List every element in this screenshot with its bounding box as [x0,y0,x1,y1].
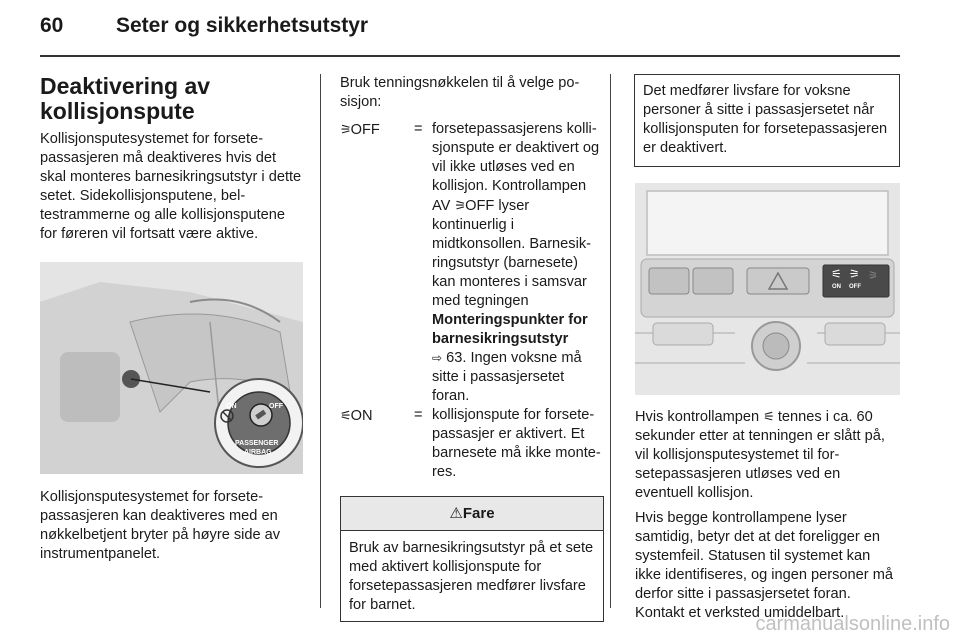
system-fault-paragraph: Hvis begge kontrollampene lyser samtidig, betyr det at det foreligger en systemfeil. Statusen til systemet kan ikke identifiseres, og ingen personer må derfor sitte i passasjersetet foran. Kontakt et verksted umiddelbart. [635,510,893,621]
center-console-illustration [635,183,900,395]
danger-box [340,496,604,622]
section-heading: Deaktivering av kollisjonspute [40,73,211,124]
column-3 [621,74,900,629]
console-label-on: ON [832,284,841,290]
warning-triangle-icon: ⚠ [449,505,463,522]
page-reference-arrow-icon: ⇨ [432,351,443,365]
warning-light-paragraph: Hvis kontrollampen ⚟ tennes i ca. 60 sekunder etter at tenningen er slått på, vil kollisjonsputesystemet til forsetepassasjeren utløses ved en eventuell kollisjon. [635,409,885,501]
console-label-off: OFF [849,284,861,290]
column-divider [610,74,611,608]
switch-label-off: OFF [269,403,283,410]
danger-header: ⚠Fare [341,497,603,531]
figure-caption: Kollisjonsputesystemet for forsetepassasjeren kan deaktiveres med en nøkkelbetjent bryter på høyre side av instrumentpanelet. [40,489,281,562]
airbag-switch-illustration [40,262,303,474]
watermark: carmanualsonline.info [755,613,950,635]
airbag-off-icon: ⚞ [340,122,351,137]
airbag-off-icon: ⚞ [454,198,466,213]
cross-reference-title: Monteringspunkter for barnesikringsutstyr [432,312,588,347]
airbag-on-icon: ⚟ [340,408,351,423]
header-divider [40,55,900,57]
intro-paragraph: Kollisjonsputesystemet for forsetepassasjeren må deaktiveres hvis det skal monteres barnesikringsutstyr i dette setet. Sidekollisjonsputene, beltestrammerne og alle kollisjonsputene for føreren vil fortsatt være aktive. [40,131,302,242]
definition-row-on: ⚟ON = kollisjonspute for forsetepassasjer er aktivert. Et barnesete må ikke monteres. [340,407,601,480]
chapter-title: Seter og sikkerhetsutstyr [116,14,369,37]
switch-label-on: ON [226,403,237,410]
definition-term: ⚞OFF [340,122,380,138]
position-intro: Bruk tenningsnøkkelen til å velge posisjon: [340,75,580,110]
column-divider [320,74,321,608]
definition-row-off: ⚞OFF = forsetepassasjerens kollisjonspute er deaktivert og vil ikke utløses ved en kollisjon. Kontrollampen AV ⚞OFF lyser kontinuerlig i midtkonsollen. Barnesikringsutstyr (barnesete) kan monteres i samsvar med tegningen Monteringspunkter for barnesikringsutstyr ⇨ 63. Ingen voksne må sitte i passasjersetet foran. [340,120,602,406]
switch-label-airbag: AIRBAG [244,449,272,456]
page-number: 60 [40,14,64,37]
danger-continuation-box: Det medfører livsfare for voksne personer å sitte i passasjersetet når kollisjonsputen for forsetepassasjeren er deaktivert. [634,74,900,167]
airbag-on-icon: ⚟ [763,409,774,424]
danger-text: Bruk av barnesikringsutstyr på et sete med aktivert kollisjonspute for forsetepassasjeren medfører livsfare for barnet. [349,540,594,613]
airbag-off-icon: ⚞ [849,267,860,281]
column-1 [40,74,303,564]
airbag-status-icon: ⚞ [868,270,878,282]
position-definition-list [340,120,602,482]
definition-body: forsetepassasjerens kollisjonspute er deaktivert og vil ikke utløses ved en kollisjon. Kontrollampen AV ⚞OFF lyser kontinuerlig i midtkonsollen. Barnesikringsutstyr (barnesete) kan monteres i samsvar med tegningen Monteringspunkter for barnesikringsutstyr ⇨ 63. Ingen voksne må sitte i passasjersetet foran. [432,121,600,404]
column-2 [340,74,602,622]
airbag-on-icon: ⚟ [831,267,842,281]
definition-term: ⚟ON [340,408,373,424]
page-header [40,14,920,50]
switch-label-passenger: PASSENGER [235,440,279,447]
page-reference[interactable]: 63 [446,350,463,366]
